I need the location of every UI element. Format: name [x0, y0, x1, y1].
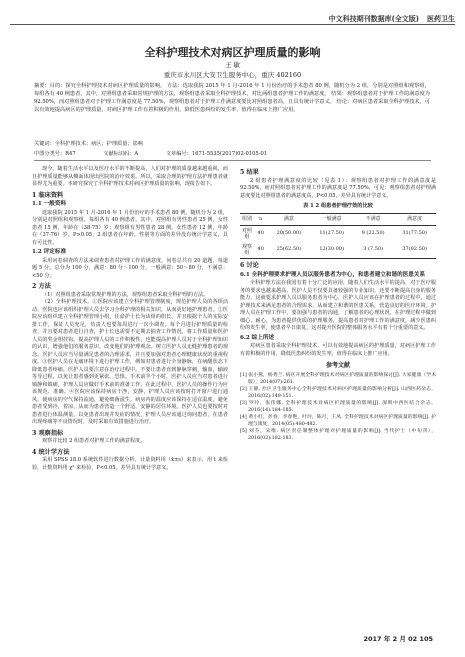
table-header-cell: 满意	[283, 215, 294, 222]
body-paragraph: 对病区患者采取全科护理技术，可以有效地提高病区的护理质量，对病区护理工作有着积极的作用，降低医患纠纷的发生率，值得在临床上推广应用。	[240, 343, 436, 357]
article-author: 王 敏	[224, 61, 241, 69]
reference-item: [4] 黄小红，彭春，李春艳，叶玲，陈月，王凤. 全科护理技术对病区护理质量的影响[J]. 护理与康复，2014(05):480-482.	[240, 414, 436, 427]
body-paragraph: 采用 SPSS 18.0 系统软件进行数据分析，计量资料用（x̄±s）来表示，用 t 来检验，计数资料用 χ² 来检验，P<0.05，差异具有统计学意义。	[32, 457, 228, 471]
table-header-cell: 组别	[241, 215, 252, 222]
journal-name: 中文科技期刊数据库(全文版)	[328, 15, 419, 23]
classification-line	[34, 150, 430, 158]
body-paragraph: 选取我院 2015 年 1 月-2016 年 1 月份治疗的手术患者 80 例，随机分为 2 组，分别是对照组和观察组，每组各有 40 例患者。其中，对照组有男性患者 25 例，女性患者 15 例，年龄在（38-75）岁；观察组有男性患者 28 例，女性患者 12 例，年龄在（37-76）岁。P>0.05，2 组患者在年龄、性别等方面的差异没有统计学意义，具有可比性。	[32, 209, 228, 246]
section-heading: 2 方法	[32, 283, 51, 290]
table-cell: 37(92.50)	[402, 246, 427, 253]
abstract-rule	[34, 160, 431, 161]
table-cell: 3 (7.50)	[363, 246, 384, 253]
table-cell: 12(30.00)	[319, 246, 344, 253]
table-cell: 观察组	[241, 244, 252, 256]
table-row	[240, 242, 436, 259]
table-cell: 40	[257, 230, 264, 237]
reference-item: [2] 王静. 社区卫生服务中心全科护理技术对病区护理质量的影响分析[J]. 山西医药杂志，2016(02):149-151.	[240, 386, 436, 399]
section-heading: 5 结果	[240, 169, 259, 176]
table-header-cell: 不满意	[365, 215, 381, 222]
section-tag: 医药卫生	[427, 15, 455, 23]
body-paragraph: 采用问卷调查的方法来调查患者对护理工作的满意度，问卷总共有 20 道题，每道题 5 分，总分为 100 分，满意：80 分～100 分，一般满意：50～80 分，不满意：<50 分。	[32, 257, 228, 279]
table-cell: 31(77.50)	[402, 230, 427, 237]
table-cell: 40	[257, 246, 264, 253]
table-header-row	[240, 213, 436, 226]
article-affiliation: 重庆市永川区大安卫生服务中心，重庆 402160	[163, 71, 302, 79]
table-cell: 11(27.50)	[319, 230, 344, 237]
left-column	[32, 166, 228, 472]
body-paragraph: 观察并比较 2 组患者对护理工作的满意程度。	[42, 438, 146, 444]
reference-item: [5] 刘芬，宋维. 病区责任制整体护理对护理质量的影响[J]. 当代护士（中旬刊），2016(02):182-183.	[240, 428, 436, 441]
body-paragraph: 全科护理方法在我国有着十分广泛的应用，随着人们生活水平的提高，对于医疗服务的要求也越来越高，医护人员不仅要具备较强的专业知识，还要不断提高自身的服务能力，这就要求护理人员以服务患者为中心，医护人员应该在护理患者的过程中，通过护理技术来满足患者的合理需求，从而建立和谐的医患关系，营造良好的医疗环境。护理人员在护理工作中，要加强与患者的沟通，了解患者的心理状况，在护理过程中做到细心、耐心，为患者提供优质的护理服务，提高患者对护理工作的满意度，减少医患纠纷的发生率，使患者早日康复，这对提升医院的整体服务水平有着十分重要的意义。	[240, 280, 436, 331]
page-header	[0, 0, 465, 30]
table-cell: 20(50.00)	[276, 230, 302, 237]
body-paragraph: （2）全科护理技术。①医院应该建立全科护理管理制度，规范护理人员的各项活动，医院也应该组织护理人员去学习全科护理的相关知识，从而更好地护理患者。②医院应该组织建立全科护理管理小组，任命护士长为该组的组长，并且根据个人的实际安排工作，保证人员充足，负责人也要每周进行一次小调查，每个月进行护理质量的检查，并且要对患者进行自查，护士长也需要不定期去抽查工作情况，将工作质量和医护人员的奖金相挂钩。提高护理人员的工作积极性，也能提高护理人员对于全科护理知识的认识，增强他们的服务意识，改变他们的护理观念。树立医护人员无缝护理患者的观念。医护人员应当尽量满足患者的合理需求，并且要加强对患者心理健康状况的重视程度。③医护人员在无痛环境下进行护理工作，例如对患者进行全身静脉，在病醒状态下降低患者疼痛，医护人员要注意在治疗过程中，不要让患者直到静脉穿刺，输血，输液等导过程，以免让患者感到更紧张、恐惧。手术前半个小时，医护人员应当对患者进行镇静和镇痛，护理人员应做好手术前的准备工作，在此过程中，医护人员的操作行为应该规范、准确。④医院应该保持病房干净，安静，护理人员应该按时打开窗户进行通风，使病房的空气保持流通，避免细菌滋生。病房内的温度应该保持在适宜温度，避免患者受到冷，着凉，从而为患者营造一个舒适、安静的居住环境。医护人员也要按时对患者进行体温测量，以免患者出现并发症的情况，护理人员应该通过询问患者，在患者出现疼痛等不良情况时，及时采取有效措施进行治疗。	[32, 299, 228, 425]
body-paragraph: 2 组患者护理满意度的比较（见表 1）：观察组患者对护理工作的满意度是 92.50%，而对照组患者对护理工作的满意度是 77.50%，可见：观察组患者对护理满意度要比对照组患者的满意度高，P<0.05，差异具有统计学意义。	[240, 177, 436, 199]
abstract: 摘要：目的：探究全科护理技术对病区护理质量的影响。 方法：选取我院 2015 年 1 月-2016 年 1 月份治疗的手术患者 80 例，随机分为 2 组，分别是对照组和观察组，每组各有 40 例患者，其中，对照组患者采取常规护理的方法，观察组患者采取全科护理技术，对比两组患者护理工作的满意度。 结果：观察组患者对于护理工作的满意度为 92.50%，而对照组患者对于护理工作满意度是 77.50%，观察组患者对于护理工作满意度要比对照组患者高，且具有统计学意义。 结论：对病区患者采取全科护理技术，可以有效地提高病区的护理质量，对病区护理工作有着积极的作用，降低医患纠纷的发生率，值得在临床上推广应用。	[34, 83, 430, 113]
clc-number: 中图分类号：R47	[34, 151, 76, 157]
header-rule	[10, 24, 455, 25]
subsection-heading: 1.1 一般资料	[32, 201, 67, 207]
section-heading: 4 统计学方法	[32, 448, 70, 456]
table-header-cell: 满意度	[407, 215, 423, 222]
intro-paragraph: 现今，随着生活水平以及医疗水平的不断提高，人们对护理的质量越来越重视，而且护理质量能够从侧面体现出医院的治疗效果。所以，采取合理的护理方法护理患者就显得尤为重要。本研究探究了全科护理技术对病区护理质量的影响，现报告如下。	[32, 166, 228, 187]
subsection-heading: 6.2 综上所述	[240, 334, 275, 341]
subsection-heading: 1.2 评定标准	[32, 249, 67, 255]
table-caption: 表 1 2 组患者护理疗效的比较	[303, 203, 373, 209]
results-table	[240, 213, 436, 260]
table-cell: 25(62.50)	[276, 246, 302, 253]
keywords: 关键词：全科护理技术；病区；护理质量；影响	[34, 141, 143, 147]
table-cell: 9 (22.50)	[361, 230, 385, 237]
article-number: 文章编号：1671-5535(2017)02-0105-01	[165, 151, 268, 157]
body-paragraph: （1）对照组患者采取常规护理的方法，观察组患者采取全科护理的方法。	[42, 291, 209, 298]
section-heading: 1 临床资料	[32, 191, 64, 199]
table-header-cell: 一般满意	[321, 215, 342, 222]
page-footer: 2017 年 2 月 02 105	[363, 635, 433, 643]
right-column	[240, 166, 436, 442]
subsection-heading: 6.1 全科护理要求护理人员以服务患者为中心，和患者建立和谐的医患关系	[240, 271, 426, 278]
article-title: 全科护理技术对病区护理质量的影响	[144, 46, 321, 59]
table-header-cell: n	[259, 215, 263, 222]
document-code: 文献标识码：A	[103, 151, 139, 157]
references-heading: 参考文献	[325, 362, 350, 369]
section-heading: 6 讨论	[240, 262, 259, 269]
section-heading: 3 观察指标	[32, 429, 64, 437]
reference-item: [3] 罗玲，张伟娜. 全科护理技术对病区护理质量的影响[J]. 深圳中西医结合杂志，2016(14):184-185.	[240, 400, 436, 413]
reference-item: [1] 张小燕，杨秀兰. 病区开展全科护理技术对病区护理质量的影响探讨[J]. 大家健康（学术版），2014(07):261.	[240, 372, 436, 385]
table-row	[240, 226, 436, 243]
table-cell: 对照组	[241, 228, 252, 240]
